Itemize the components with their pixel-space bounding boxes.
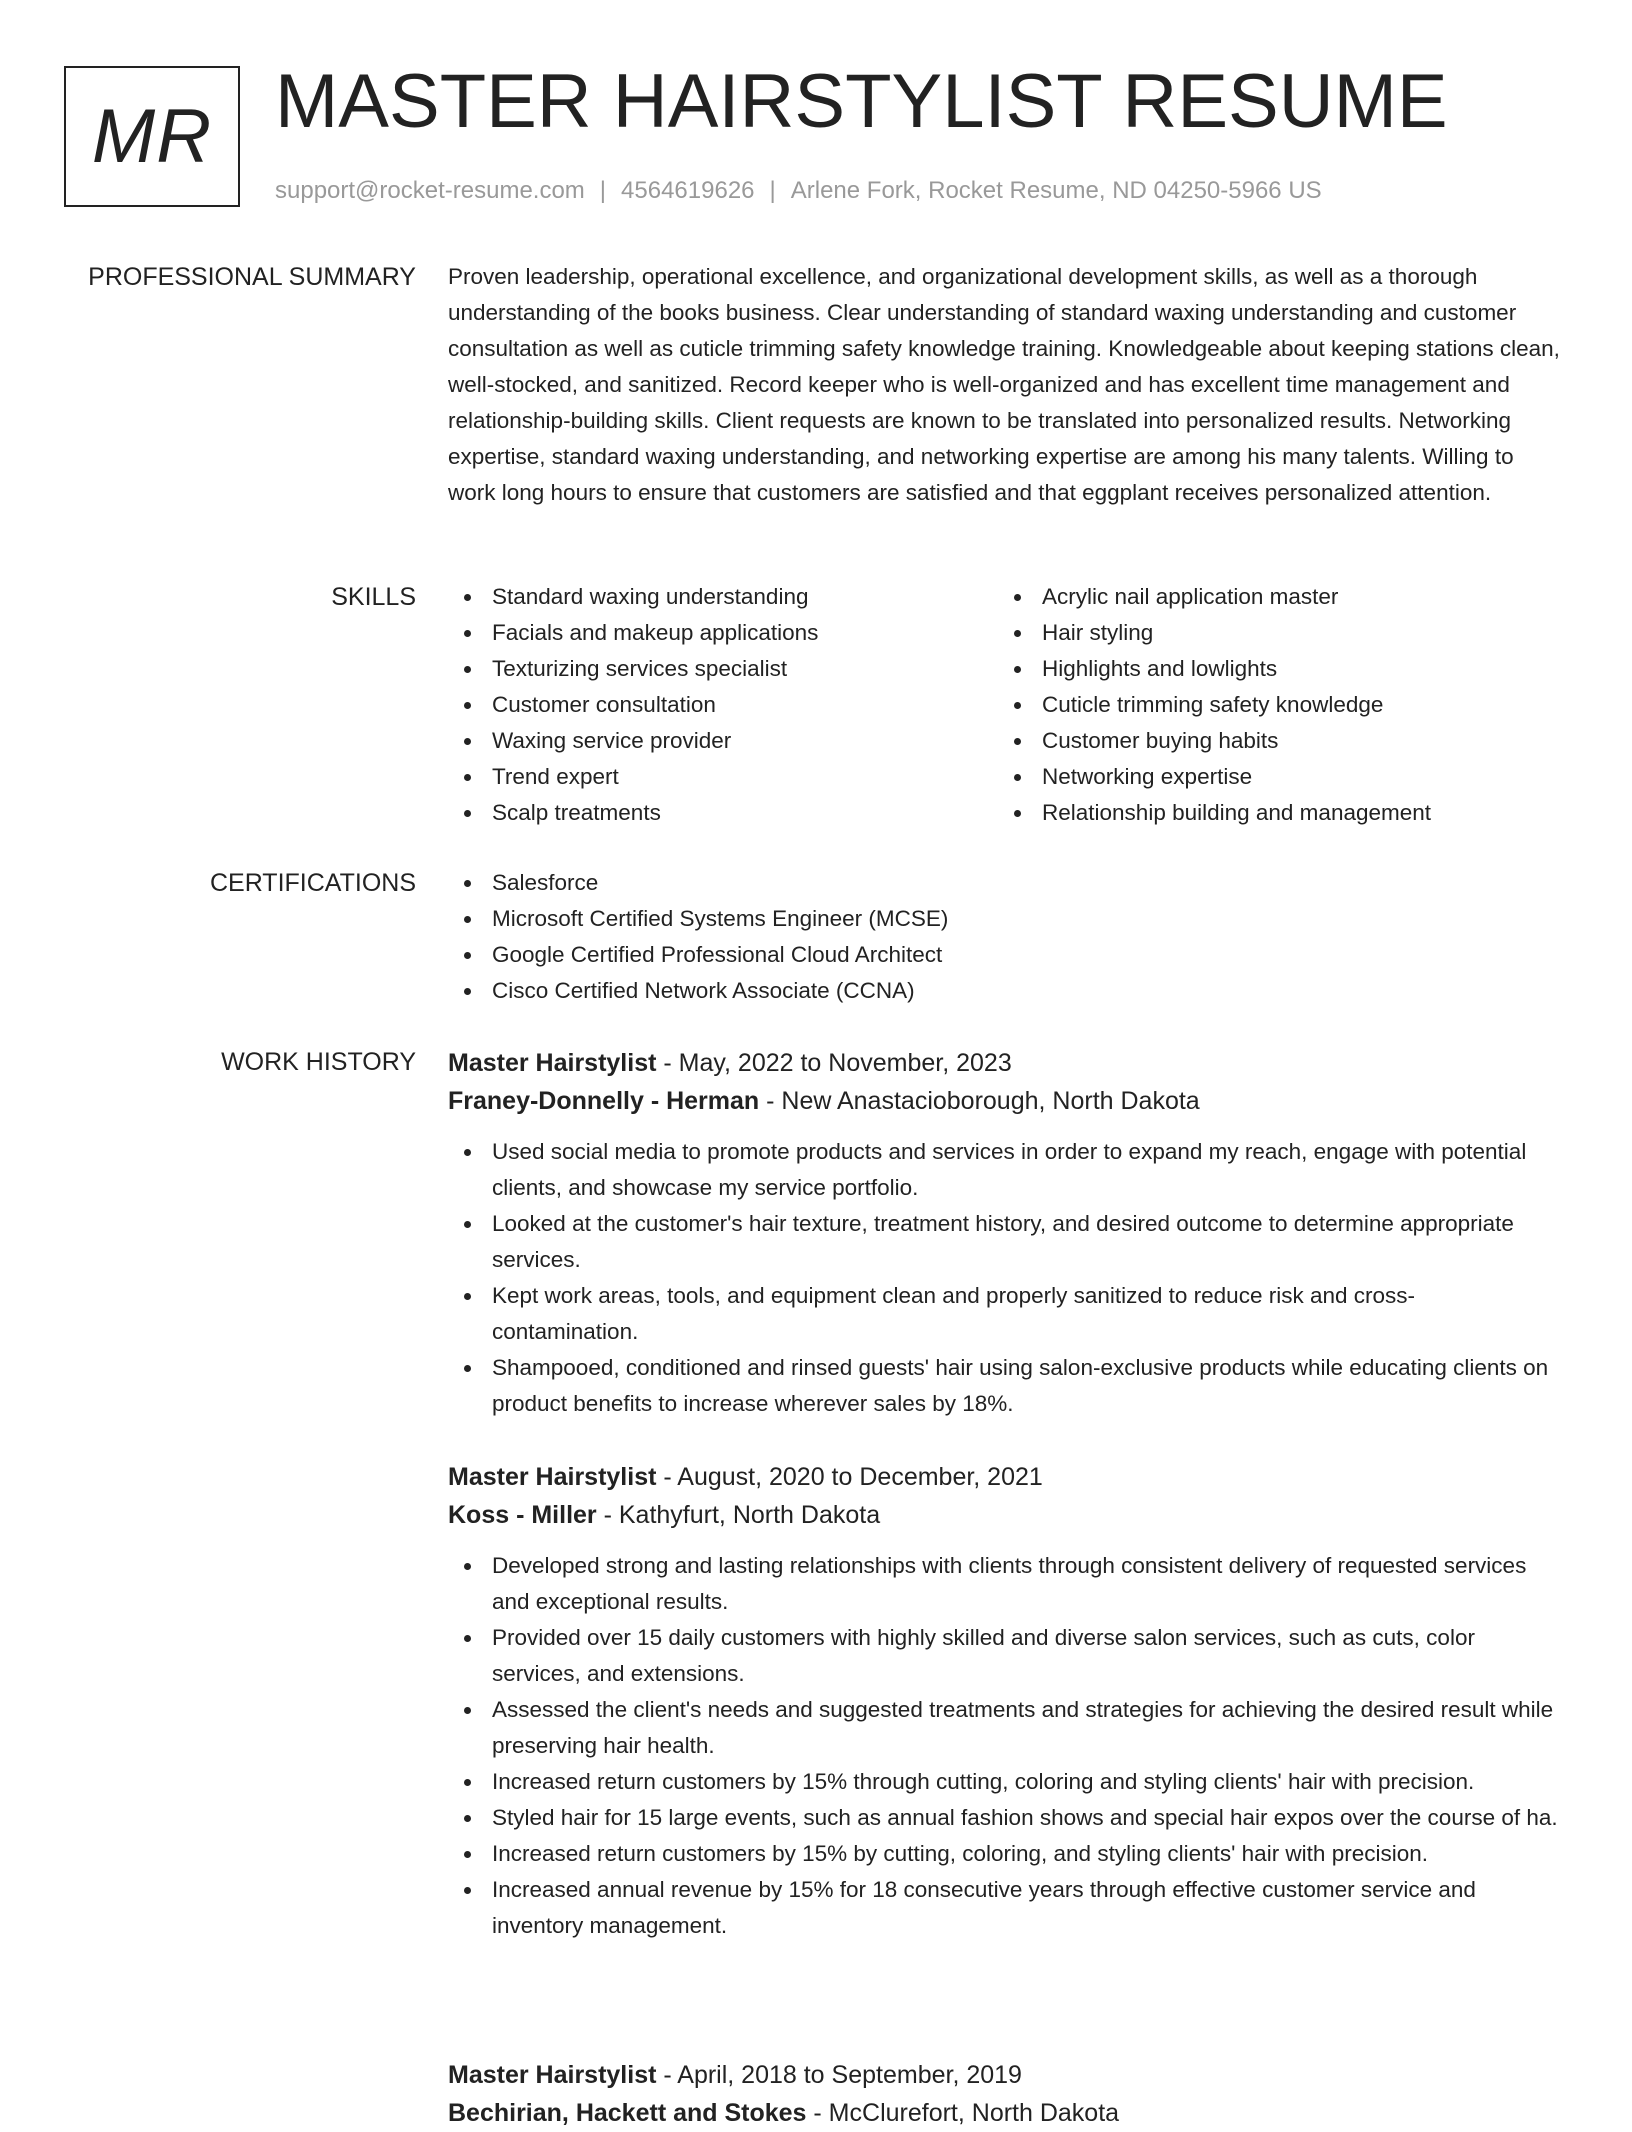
- job-bullet: Developed strong and lasting relationships with clients through consistent delivery of requested services and exceptional results.: [448, 1548, 1560, 1620]
- job-title: Master Hairstylist: [448, 1463, 657, 1491]
- summary-body: [448, 259, 1560, 511]
- skill-item: Acrylic nail application master: [998, 579, 1558, 615]
- skill-item: Highlights and lowlights: [998, 651, 1558, 687]
- job-dates: - August, 2020 to December, 2021: [656, 1463, 1043, 1491]
- skill-item: Trend expert: [448, 759, 988, 795]
- monogram-initials: MR: [91, 94, 213, 179]
- skill-item: Relationship building and management: [998, 795, 1558, 831]
- job-bullet: Provided over 15 daily customers with highly skilled and diverse salon services, such as cuts, color services, and extensions.: [448, 1620, 1560, 1692]
- certification-item: Salesforce: [448, 865, 1560, 901]
- job-company: Franey-Donnelly - Herman: [448, 1087, 760, 1115]
- skills-body: [448, 579, 1560, 831]
- contact-separator: |: [769, 177, 776, 204]
- job-bullet: Kept work areas, tools, and equipment clean and properly sanitized to reduce risk and cross-contamination.: [448, 1278, 1560, 1350]
- skill-item: Hair styling: [998, 615, 1558, 651]
- summary-heading: PROFESSIONAL SUMMARY: [88, 263, 416, 291]
- job-entry: [448, 2056, 1560, 2132]
- skill-item: Standard waxing understanding: [448, 579, 988, 615]
- job-company-line: [448, 1082, 1560, 1120]
- page-title: MASTER HAIRSTYLIST RESUME: [275, 59, 1448, 144]
- job-bullet: Assessed the client's needs and suggested treatments and strategies for achieving the desired result while preserving hair health.: [448, 1692, 1560, 1764]
- skill-item: Facials and makeup applications: [448, 615, 988, 651]
- skill-item: Cuticle trimming safety knowledge: [998, 687, 1558, 723]
- contact-line: [275, 175, 1322, 207]
- certification-item: Google Certified Professional Cloud Architect: [448, 937, 1560, 973]
- summary-text: Proven leadership, operational excellence, and organizational development skills, as well as a thorough understanding of the books business. Clear understanding of standard waxing understanding and customer consultation as well as cuticle trimming safety knowledge training. Knowledgeable about keeping stations clean, well-stocked, and sanitized. Record keeper who is well-organized and has excellent time management and relationship-building skills. Client requests are known to be translated into personalized results. Networking expertise, standard waxing understanding, and networking expertise are among his many talents. Willing to work long hours to ensure that customers are satisfied and that eggplant receives personalized attention.: [448, 264, 1560, 505]
- job-title: Master Hairstylist: [448, 2061, 657, 2089]
- contact-address: Arlene Fork, Rocket Resume, ND 04250-5966 US: [790, 177, 1322, 204]
- job-company-line: [448, 2094, 1560, 2132]
- certifications-list: [448, 865, 1560, 1009]
- skills-heading: SKILLS: [331, 583, 416, 611]
- certifications-body: [448, 865, 1560, 1009]
- skills-column-1: [448, 579, 988, 831]
- skill-item: Customer consultation: [448, 687, 988, 723]
- job-entry: [448, 1044, 1560, 1422]
- job-title-line: [448, 1044, 1560, 1082]
- skill-item: Waxing service provider: [448, 723, 988, 759]
- job-bullets: [448, 1548, 1560, 1944]
- certifications-heading: CERTIFICATIONS: [209, 869, 416, 897]
- work-history-heading: WORK HISTORY: [221, 1048, 416, 1076]
- job-location: - New Anastacioborough, North Dakota: [759, 1087, 1200, 1115]
- job-title: Master Hairstylist: [448, 1049, 657, 1077]
- job-bullet: Increased return customers by 15% through cutting, coloring and styling clients' hair with precision.: [448, 1764, 1560, 1800]
- certification-item: Cisco Certified Network Associate (CCNA): [448, 973, 1560, 1009]
- contact-separator: |: [599, 177, 607, 204]
- certification-item: Microsoft Certified Systems Engineer (MCSE): [448, 901, 1560, 937]
- job-bullets: [448, 1134, 1560, 1422]
- job-bullet: Looked at the customer's hair texture, treatment history, and desired outcome to determine appropriate services.: [448, 1206, 1560, 1278]
- job-bullet: Shampooed, conditioned and rinsed guests' hair using salon-exclusive products while educating clients on product benefits to increase wherever sales by 18%.: [448, 1350, 1560, 1422]
- job-company-line: [448, 1496, 1560, 1534]
- monogram-box: [64, 66, 240, 207]
- job-entry: [448, 1458, 1560, 1944]
- job-title-line: [448, 2056, 1560, 2094]
- skill-item: Networking expertise: [998, 759, 1558, 795]
- job-company: Koss - Miller: [448, 1501, 597, 1529]
- job-company: Bechirian, Hackett and Stokes: [448, 2099, 807, 2127]
- skills-column-2: [998, 579, 1558, 831]
- job-bullet: Increased return customers by 15% by cutting, coloring, and styling clients' hair with precision.: [448, 1836, 1560, 1872]
- job-dates: - April, 2018 to September, 2019: [656, 2061, 1022, 2089]
- skill-item: Customer buying habits: [998, 723, 1558, 759]
- job-bullet: Increased annual revenue by 15% for 18 consecutive years through effective customer service and inventory management.: [448, 1872, 1560, 1944]
- job-title-line: [448, 1458, 1560, 1496]
- job-bullet: Used social media to promote products and services in order to expand my reach, engage with potential clients, and showcase my service portfolio.: [448, 1134, 1560, 1206]
- contact-phone: 4564619626: [621, 177, 755, 204]
- job-location: - Kathyfurt, North Dakota: [596, 1501, 881, 1529]
- job-location: - McClurefort, North Dakota: [806, 2099, 1120, 2127]
- contact-email: support@rocket-resume.com: [275, 177, 585, 204]
- skills-grid: [448, 579, 1560, 831]
- skill-item: Texturizing services specialist: [448, 651, 988, 687]
- job-dates: - May, 2022 to November, 2023: [656, 1049, 1012, 1077]
- job-bullet: Styled hair for 15 large events, such as annual fashion shows and special hair expos over the course of ha.: [448, 1800, 1560, 1836]
- skill-item: Scalp treatments: [448, 795, 988, 831]
